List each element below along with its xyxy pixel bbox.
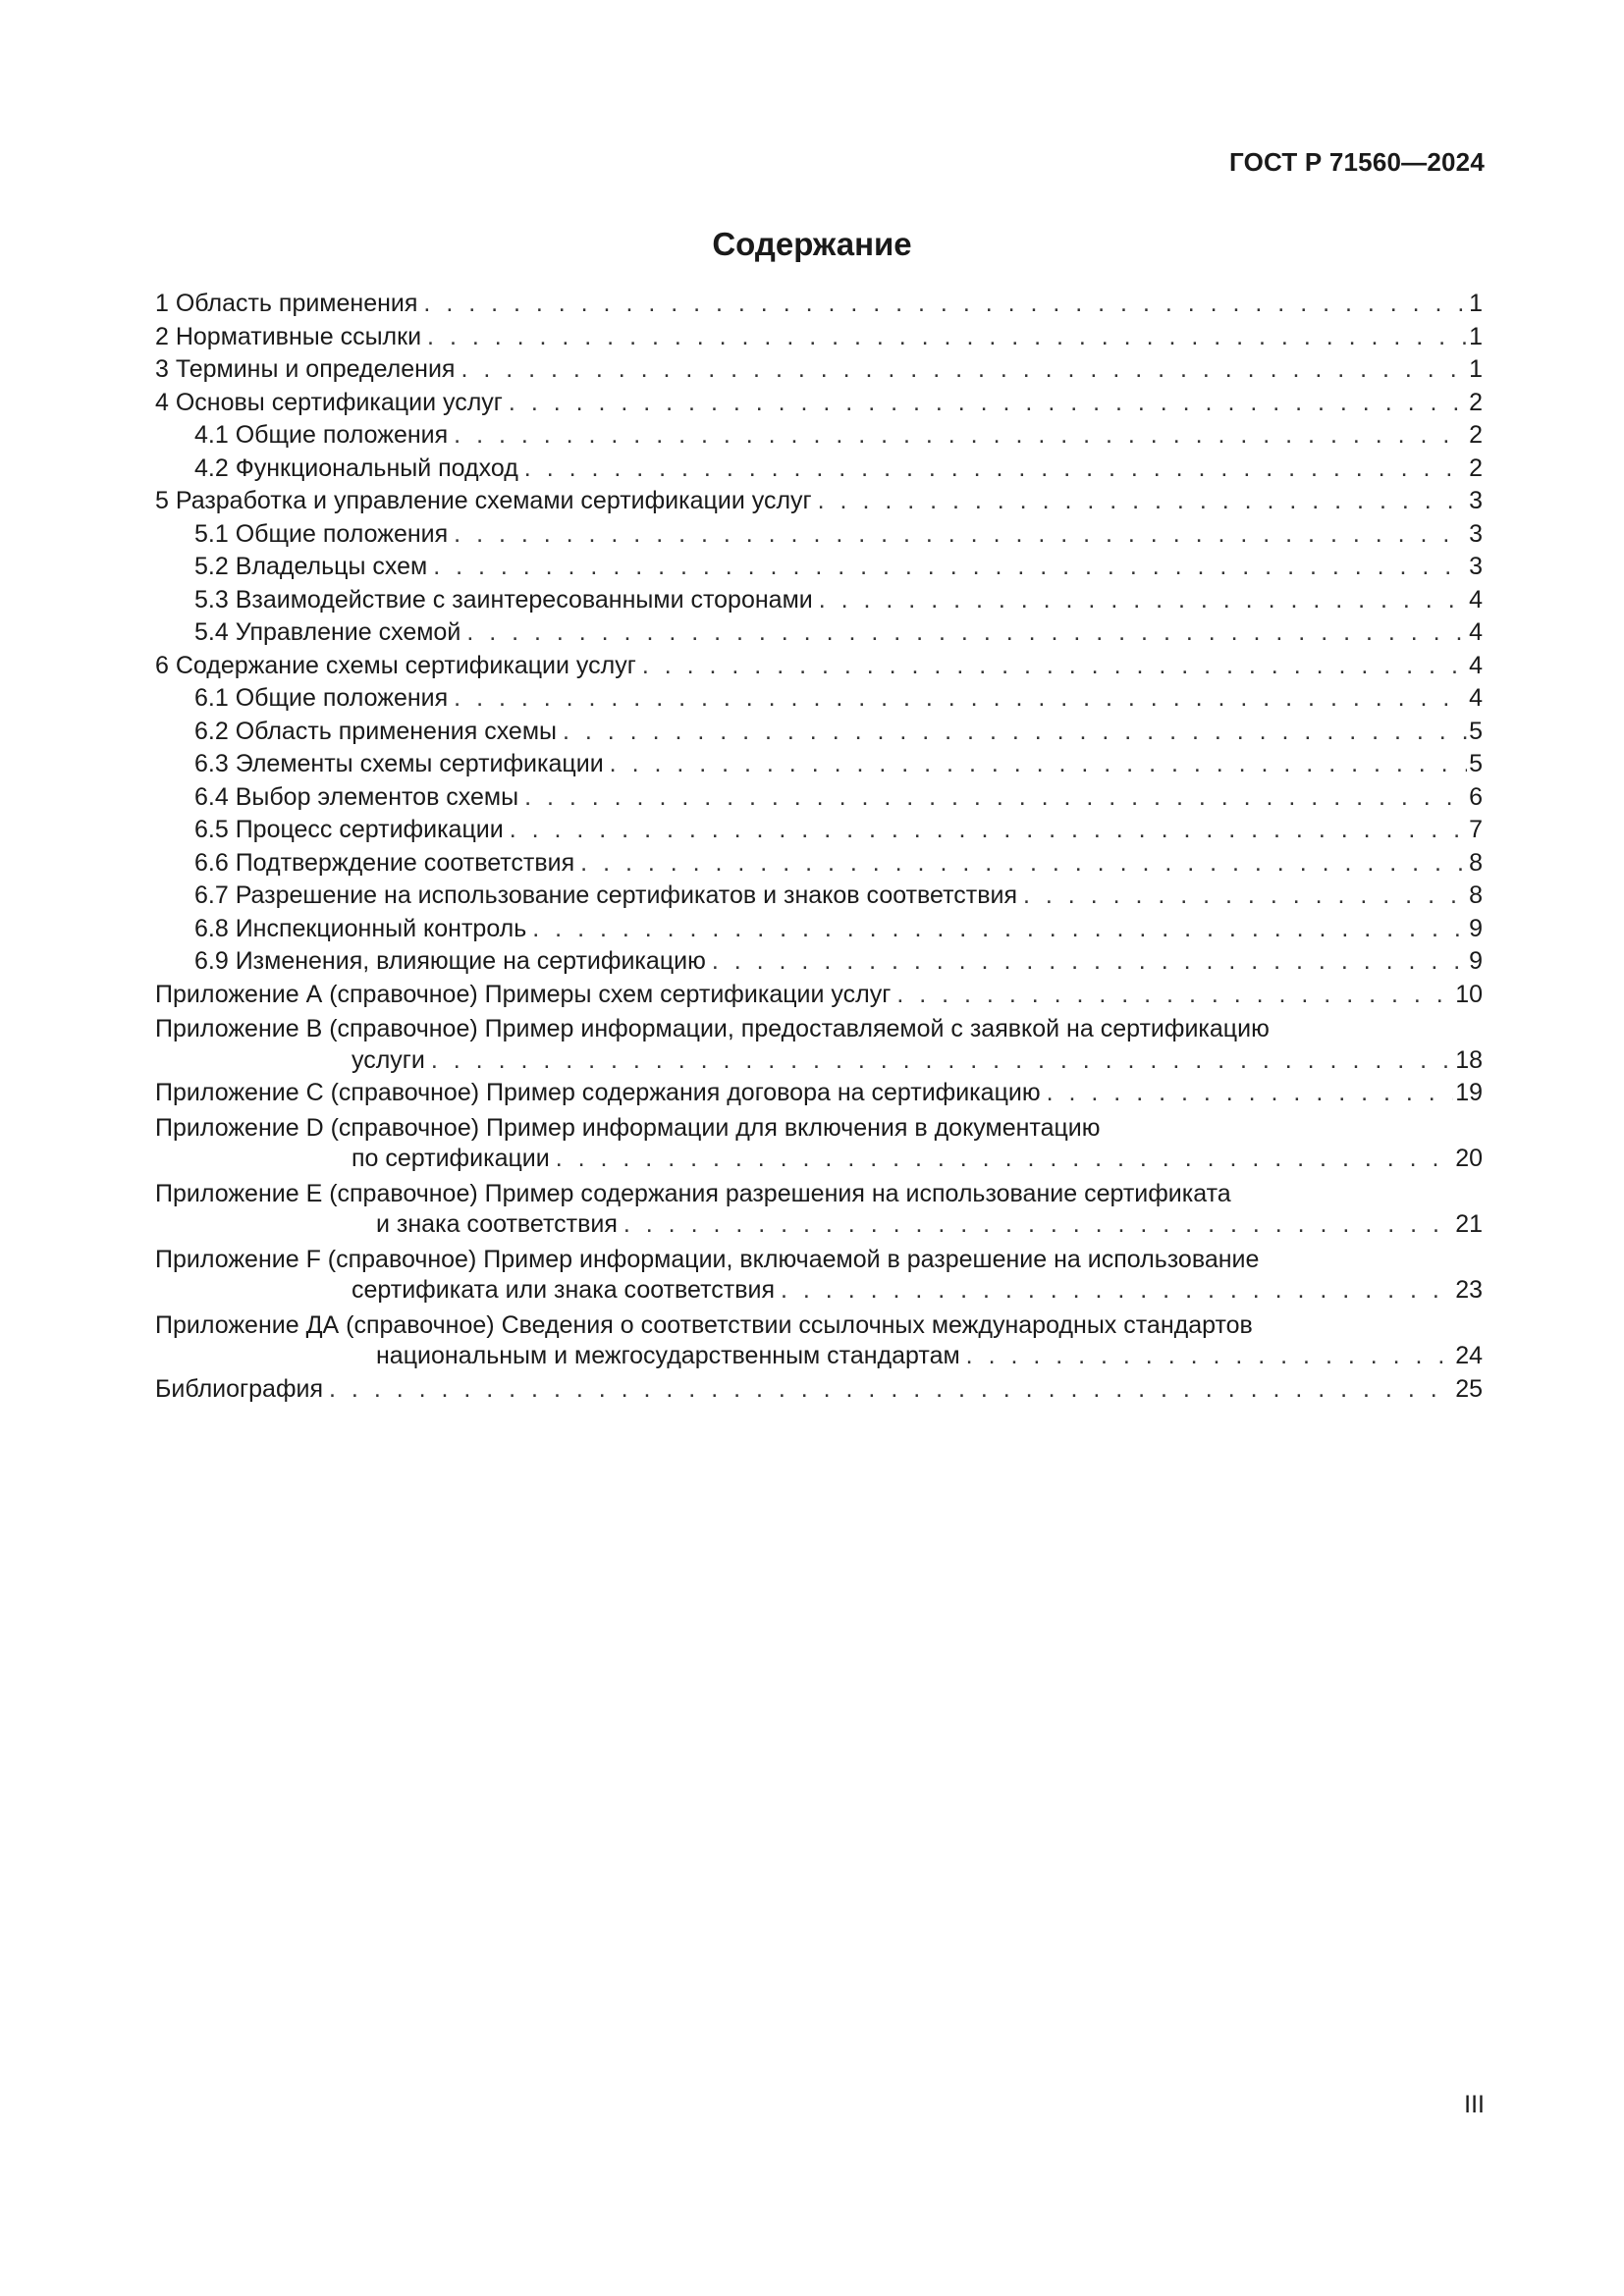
toc-entry-appendix-a[interactable] (155, 981, 1483, 1014)
toc-entry-5-2[interactable] (155, 553, 1483, 586)
toc-entry-page: 1 (1469, 290, 1483, 317)
toc-entry-5[interactable] (155, 487, 1483, 520)
toc-entry-text-cont: национальным и межгосударственным стандартам (376, 1342, 960, 1369)
toc-entry-text: Приложение А (справочное) Примеры схем сертификации услуг (155, 980, 892, 1008)
toc-entry-text: 4.1 Общие положения (194, 421, 449, 449)
toc-entry-text: 5.4 Управление схемой (194, 618, 461, 646)
toc-entry-page: 4 (1469, 651, 1483, 679)
toc-entry-text: Приложение В (справочное) Пример информации, предоставляемой с заявкой на сертификацию (155, 1015, 1270, 1042)
dot-leader (819, 586, 1467, 614)
toc-entry-bibliography[interactable] (155, 1375, 1483, 1409)
toc-entry-appendix-da[interactable] (155, 1309, 1483, 1375)
toc-entry-text: Приложение С (справочное) Пример содержания договора на сертификацию (155, 1079, 1041, 1106)
toc-entry-appendix-c[interactable] (155, 1079, 1483, 1112)
toc-entry-text: 5 Разработка и управление схемами сертификации услуг (155, 487, 812, 514)
toc-entry-5-1[interactable] (155, 520, 1483, 554)
toc-entry-text: Приложение Е (справочное) Пример содержания разрешения на использование сертификата (155, 1179, 1231, 1207)
dot-leader (454, 684, 1467, 713)
toc-entry-6-8[interactable] (155, 915, 1483, 948)
dot-leader (532, 915, 1467, 943)
dot-leader (896, 981, 1453, 1009)
toc-entry-page: 9 (1469, 914, 1483, 942)
toc-entry-page: 8 (1469, 848, 1483, 877)
toc-entry-page: 3 (1469, 519, 1483, 548)
dot-leader (1047, 1079, 1454, 1107)
toc-entry-6-5[interactable] (155, 816, 1483, 849)
toc-entry-6-2[interactable] (155, 718, 1483, 751)
dot-leader (1023, 881, 1467, 910)
toc-entry-appendix-e[interactable] (155, 1178, 1483, 1244)
dot-leader (433, 553, 1467, 581)
toc-entry-text: 5.1 Общие положения (194, 519, 449, 548)
dot-leader (524, 454, 1467, 483)
toc-entry-6-4[interactable] (155, 783, 1483, 817)
toc-entry-page: 4 (1469, 684, 1483, 712)
toc-entry-page: 6 (1469, 782, 1483, 811)
toc-entry-6-7[interactable] (155, 881, 1483, 915)
page-number: III (1464, 2091, 1485, 2118)
toc-entry-page: 2 (1469, 421, 1483, 449)
toc-entry-text: 4.2 Функциональный подход (194, 454, 518, 482)
toc-entry-text: 6.1 Общие положения (194, 684, 449, 712)
toc-entry-text: 6.3 Элементы схемы сертификации (194, 750, 604, 777)
toc-entry-page: 3 (1469, 487, 1483, 514)
toc-entry-appendix-b[interactable] (155, 1013, 1483, 1079)
dot-leader (509, 389, 1467, 417)
dot-leader (563, 718, 1467, 746)
dot-leader (510, 816, 1467, 844)
dot-leader (329, 1375, 1453, 1404)
toc-entry-1[interactable] (155, 290, 1483, 323)
toc-entry-text: Библиография (155, 1374, 324, 1403)
toc-entry-text: 6.4 Выбор элементов схемы (194, 782, 519, 811)
dot-leader (460, 355, 1467, 384)
toc-entry-page: 2 (1469, 454, 1483, 482)
toc-entry-text: 1 Область применения (155, 290, 418, 317)
dot-leader (712, 947, 1467, 976)
toc-entry-text: 4 Основы сертификации услуг (155, 388, 503, 416)
toc-entry-4[interactable] (155, 389, 1483, 422)
dot-leader (623, 1210, 1453, 1239)
dot-leader (466, 618, 1467, 647)
dot-leader (556, 1145, 1453, 1173)
toc-entry-page: 20 (1455, 1145, 1483, 1172)
standard-number: ГОСТ Р 71560—2024 (1229, 147, 1485, 177)
toc-entry-text: Приложение F (справочное) Пример информации, включаемой в разрешение на использование (155, 1245, 1260, 1273)
dot-leader (454, 520, 1467, 549)
toc-entry-text: 6.5 Процесс сертификации (194, 816, 504, 843)
toc-entry-page: 3 (1469, 553, 1483, 580)
toc-entry-text: 6.7 Разрешение на использование сертификатов и знаков соответствия (194, 881, 1018, 909)
dot-leader (610, 750, 1467, 778)
dot-leader (423, 290, 1467, 318)
toc-entry-text: 5.2 Владельцы схем (194, 553, 428, 580)
toc-entry-page: 25 (1455, 1374, 1483, 1403)
toc-entry-page: 19 (1455, 1079, 1483, 1106)
toc-entry-6-1[interactable] (155, 684, 1483, 718)
toc-entry-text-cont: и знака соответствия (376, 1210, 618, 1238)
toc-entry-text: Приложение D (справочное) Пример информации для включения в документацию (155, 1113, 1101, 1142)
toc-entry-text-cont: сертификата или знака соответствия (352, 1276, 776, 1304)
dot-leader (454, 421, 1467, 450)
toc-entry-text: 6.2 Область применения схемы (194, 717, 557, 745)
toc-entry-4-1[interactable] (155, 421, 1483, 454)
toc-entry-6-9[interactable] (155, 947, 1483, 981)
toc-entry-page: 21 (1455, 1210, 1483, 1238)
dot-leader (431, 1046, 1453, 1075)
toc-entry-6[interactable] (155, 652, 1483, 685)
toc-entry-6-3[interactable] (155, 750, 1483, 783)
toc-entry-page: 10 (1455, 980, 1483, 1008)
toc-entry-5-3[interactable] (155, 586, 1483, 619)
toc-entry-4-2[interactable] (155, 454, 1483, 488)
toc-entry-text: 6.8 Инспекционный контроль (194, 914, 527, 942)
toc-entry-page: 18 (1455, 1045, 1483, 1074)
dot-leader (524, 783, 1467, 812)
table-of-contents (155, 290, 1483, 1408)
toc-entry-text-cont: услуги (352, 1045, 425, 1074)
toc-entry-appendix-f[interactable] (155, 1244, 1483, 1309)
toc-entry-text: 3 Термины и определения (155, 355, 456, 383)
toc-title: Содержание (712, 226, 912, 262)
toc-entry-text: 6 Содержание схемы сертификации услуг (155, 651, 636, 679)
toc-entry-2[interactable] (155, 323, 1483, 356)
toc-entry-text: 6.9 Изменения, влияющие на сертификацию (194, 947, 706, 975)
toc-entry-page: 4 (1469, 618, 1483, 646)
toc-entry-page: 4 (1469, 585, 1483, 614)
toc-entry-page: 9 (1469, 947, 1483, 975)
toc-entry-page: 23 (1455, 1276, 1483, 1304)
toc-entry-text: Приложение ДА (справочное) Сведения о соответствии ссылочных международных стандартов (155, 1310, 1253, 1339)
dot-leader (781, 1276, 1453, 1305)
toc-entry-6-6[interactable] (155, 849, 1483, 882)
toc-entry-3[interactable] (155, 355, 1483, 389)
toc-entry-page: 2 (1469, 388, 1483, 416)
toc-entry-5-4[interactable] (155, 618, 1483, 652)
toc-entry-page: 1 (1469, 355, 1483, 383)
toc-entry-page: 5 (1469, 717, 1483, 745)
dot-leader (642, 652, 1467, 680)
toc-entry-page: 24 (1455, 1342, 1483, 1369)
toc-entry-text: 2 Нормативные ссылки (155, 322, 422, 350)
toc-entry-text-cont: по сертификации (352, 1145, 550, 1172)
toc-entry-page: 7 (1469, 816, 1483, 843)
toc-entry-appendix-d[interactable] (155, 1112, 1483, 1178)
toc-entry-text: 5.3 Взаимодействие с заинтересованными сторонами (194, 585, 813, 614)
toc-entry-page: 8 (1469, 881, 1483, 909)
toc-entry-page: 1 (1469, 322, 1483, 350)
toc-entry-text: 6.6 Подтверждение соответствия (194, 848, 575, 877)
dot-leader (966, 1342, 1454, 1370)
toc-entry-page: 5 (1469, 750, 1483, 777)
dot-leader (818, 487, 1467, 515)
dot-leader (580, 849, 1467, 878)
dot-leader (427, 323, 1467, 351)
